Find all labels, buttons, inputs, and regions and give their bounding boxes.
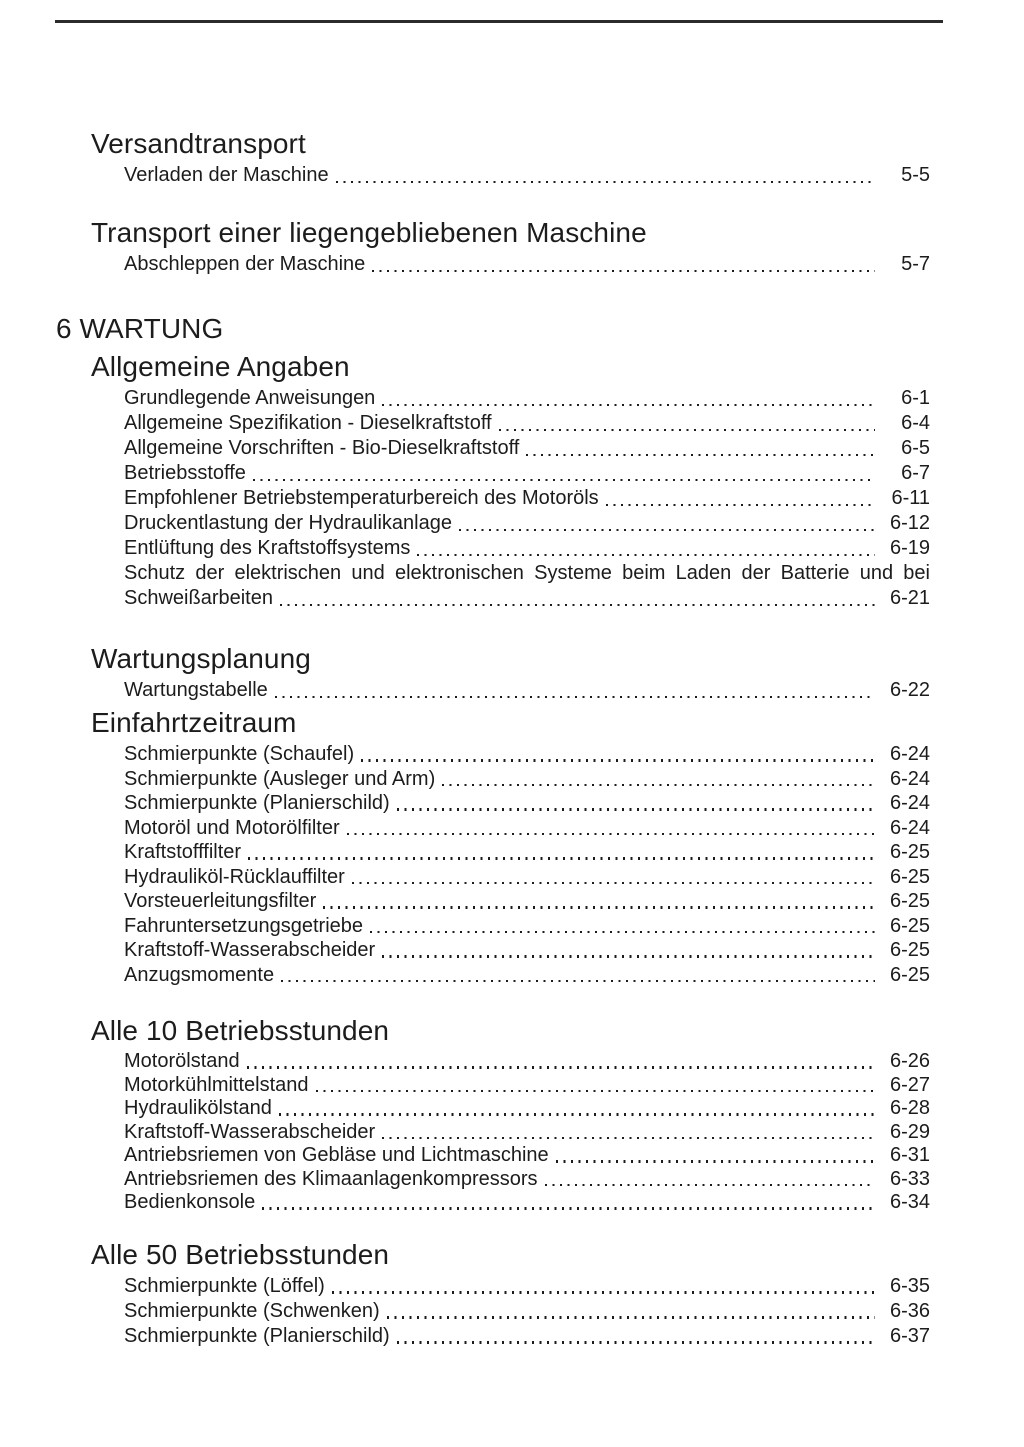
toc-entry-row xyxy=(124,536,930,561)
toc-entry xyxy=(124,1144,930,1168)
toc-entry-row xyxy=(124,461,930,486)
toc-entry-page-number: 6-25 xyxy=(889,890,930,912)
toc-entry-page-number: 6-5 xyxy=(901,437,930,459)
toc-entry xyxy=(124,561,930,611)
toc-section xyxy=(0,126,1024,188)
toc-entry-page-number: 6-11 xyxy=(891,487,930,509)
dot-leader xyxy=(606,504,875,506)
dot-leader xyxy=(323,906,875,908)
toc-section xyxy=(0,705,1024,987)
dot-leader xyxy=(247,1066,875,1068)
toc-entry-row xyxy=(124,816,930,841)
toc-rows xyxy=(124,163,930,188)
dot-leader xyxy=(352,882,875,884)
toc-entry-page-number: 6-25 xyxy=(889,939,930,961)
toc-entry xyxy=(124,486,930,511)
toc-entry-label: Vorsteuerleitungsfilter xyxy=(124,890,317,912)
toc-entry-row xyxy=(124,1191,930,1215)
toc-entry-row xyxy=(124,586,930,611)
toc-entry-row xyxy=(124,163,930,188)
toc-entry-row xyxy=(124,1074,930,1098)
toc-rows xyxy=(124,1050,930,1215)
toc-entry xyxy=(124,742,930,767)
dot-leader xyxy=(556,1160,875,1162)
toc-entry xyxy=(124,1168,930,1192)
dot-leader xyxy=(248,857,875,859)
toc-entry-page-number: 6-19 xyxy=(889,537,930,559)
toc-entry-label: Anzugsmomente xyxy=(124,963,275,986)
section-heading: Versandtransport xyxy=(91,128,306,159)
toc-entry-page-number: 6-26 xyxy=(889,1050,930,1072)
toc-entry-label: Motoröl und Motorölfilter xyxy=(124,816,340,839)
toc-entry-page-number: 6-22 xyxy=(889,679,930,701)
toc-entry-row xyxy=(124,963,930,988)
toc-section xyxy=(0,349,1024,611)
toc-entry-page-number: 6-33 xyxy=(889,1167,930,1190)
toc-entry-page-number: 6-24 xyxy=(889,792,930,814)
toc-entry-label-line1: Schutz der elektrischen und elektronischen Systeme beim Laden der Batterie und bei xyxy=(124,562,930,584)
toc-entry-row xyxy=(124,436,930,461)
toc-entry-page-number: 6-24 xyxy=(889,816,930,839)
toc-rows xyxy=(124,252,930,277)
toc-entry-label: Antriebsriemen des Klimaanlagenkompressors xyxy=(124,1167,538,1190)
section-heading: Transport einer liegengebliebenen Maschine xyxy=(91,217,647,248)
toc-entry-label: Schmierpunkte (Löffel) xyxy=(124,1274,325,1297)
toc-entry xyxy=(124,461,930,486)
dot-leader xyxy=(417,554,875,556)
toc-entry-label: Betriebsstoffe xyxy=(124,462,246,484)
toc-entry xyxy=(124,511,930,536)
dot-leader xyxy=(382,955,875,957)
dot-leader xyxy=(459,529,875,531)
toc-entry-page-number: 6-25 xyxy=(889,865,930,888)
toc-entry-row xyxy=(124,742,930,767)
toc-entry-page-number: 6-36 xyxy=(889,1299,930,1322)
toc-entry-label: Druckentlastung der Hydraulikanlage xyxy=(124,512,452,534)
toc-entry xyxy=(124,914,930,939)
toc-entry xyxy=(124,1121,930,1145)
toc-entry-label: Kraftstoff-Wasserabscheider xyxy=(124,939,376,961)
section-heading: Alle 50 Betriebsstunden xyxy=(91,1238,390,1270)
toc-entry-label: Schmierpunkte (Schwenken) xyxy=(124,1299,380,1322)
toc-entry-label: Antriebsriemen von Gebläse und Lichtmaschine xyxy=(124,1144,549,1166)
toc-entry-label: Grundlegende Anweisungen xyxy=(124,387,376,409)
toc-entry-page-number: 6-31 xyxy=(889,1144,930,1166)
toc-entry-label: Entlüftung des Kraftstoffsystems xyxy=(124,537,411,559)
dot-leader xyxy=(370,931,875,933)
toc-entry-label: Kraftstofffilter xyxy=(124,841,242,863)
toc-entry-page-number: 6-29 xyxy=(889,1120,930,1143)
toc-entry-row xyxy=(124,1097,930,1121)
toc-entry-row xyxy=(124,386,930,411)
chapter-heading: 6 WARTUNG xyxy=(56,313,224,344)
toc-entry-label: Kraftstoff-Wasserabscheider xyxy=(124,1120,376,1143)
toc-section xyxy=(0,1237,1024,1349)
dot-leader xyxy=(397,1341,875,1343)
toc-entry xyxy=(124,536,930,561)
section-heading: Allgemeine Angaben xyxy=(91,351,350,382)
toc-entry-page-number: 5-5 xyxy=(901,164,930,186)
dot-leader xyxy=(275,696,875,698)
toc-rows xyxy=(124,1274,930,1349)
dot-leader xyxy=(382,404,875,406)
toc-entry-page-number: 6-25 xyxy=(889,914,930,937)
dot-leader xyxy=(253,479,875,481)
toc-entry-label: Hydraulikölstand xyxy=(124,1097,272,1119)
toc-entry-page-number: 6-25 xyxy=(889,963,930,986)
toc-entry-label: Allgemeine Spezifikation - Dieselkraftstoff xyxy=(124,412,492,434)
dot-leader xyxy=(280,604,875,606)
toc-entry xyxy=(124,1324,930,1349)
dot-leader xyxy=(499,429,875,431)
toc-entry-label: Wartungstabelle xyxy=(124,679,268,701)
toc-entry-row xyxy=(124,767,930,792)
toc-entry xyxy=(124,791,930,816)
toc-entry xyxy=(124,1299,930,1324)
toc-entry-page-number: 6-1 xyxy=(901,387,930,409)
toc-entry-label: Fahruntersetzungsgetriebe xyxy=(124,914,364,937)
toc-entry xyxy=(124,386,930,411)
toc-entry-row xyxy=(124,511,930,536)
toc-section xyxy=(0,215,1024,277)
toc-entry-page-number: 5-7 xyxy=(901,253,930,275)
toc-entry xyxy=(124,1050,930,1074)
toc-entry-row xyxy=(124,1274,930,1299)
toc-entry-label: Verladen der Maschine xyxy=(124,164,329,186)
toc-entry-row xyxy=(124,411,930,436)
toc-entry-page-number: 6-37 xyxy=(889,1324,930,1347)
toc-entry xyxy=(124,1097,930,1121)
toc-entry xyxy=(124,938,930,963)
toc-entry-page-number: 6-27 xyxy=(889,1073,930,1096)
toc-entry xyxy=(124,1274,930,1299)
toc-entry-row xyxy=(124,865,930,890)
toc-entry-row xyxy=(124,1324,930,1349)
toc-entry xyxy=(124,436,930,461)
toc-entry-row xyxy=(124,678,930,703)
toc-entry-row xyxy=(124,1168,930,1192)
dot-leader xyxy=(361,759,875,761)
toc-entry-page-number: 6-25 xyxy=(889,841,930,863)
toc-entry-label: Motorölstand xyxy=(124,1050,240,1072)
dot-leader xyxy=(397,808,875,810)
toc-entry xyxy=(124,678,930,703)
toc-entry xyxy=(124,1191,930,1215)
toc-entry-page-number: 6-28 xyxy=(889,1097,930,1119)
toc-entry-row xyxy=(124,486,930,511)
dot-leader xyxy=(526,454,875,456)
toc-entry-page-number: 6-35 xyxy=(889,1274,930,1297)
toc-entry xyxy=(124,865,930,890)
toc-entry xyxy=(124,252,930,277)
dot-leader xyxy=(442,784,875,786)
toc-rows xyxy=(124,386,930,611)
dot-leader xyxy=(332,1291,875,1293)
toc-entry-label: Bedienkonsole xyxy=(124,1191,256,1213)
toc-entry xyxy=(124,816,930,841)
toc-entry-page-number: 6-34 xyxy=(889,1191,930,1213)
toc-entry-row xyxy=(124,1299,930,1324)
toc-entry-label: Schweißarbeiten xyxy=(124,587,273,609)
toc-entry-label: Allgemeine Vorschriften - Bio-Dieselkraftstoff xyxy=(124,437,520,459)
section-heading: Wartungsplanung xyxy=(91,643,311,674)
toc-entry-page-number: 6-4 xyxy=(901,412,930,434)
toc-entry-label: Abschleppen der Maschine xyxy=(124,253,366,275)
toc-entry-label: Schmierpunkte (Planierschild) xyxy=(124,792,390,814)
section-heading: Einfahrtzeitraum xyxy=(91,707,297,738)
dot-leader xyxy=(382,1137,875,1139)
dot-leader xyxy=(336,181,875,183)
toc-entry-page-number: 6-21 xyxy=(889,587,930,609)
toc-entry-label: Empfohlener Betriebstemperaturbereich des Motoröls xyxy=(124,487,599,509)
toc-entry-row xyxy=(124,1050,930,1074)
toc-entry-label: Hydrauliköl-Rücklauffilter xyxy=(124,865,345,888)
toc-entry-page-number: 6-24 xyxy=(889,743,930,765)
dot-leader xyxy=(279,1113,875,1115)
toc-entry-row xyxy=(124,840,930,865)
toc-entry-row xyxy=(124,252,930,277)
toc-rows xyxy=(124,678,930,703)
dot-leader xyxy=(281,980,875,982)
toc-entry-row xyxy=(124,889,930,914)
toc-entry xyxy=(124,840,930,865)
toc-entry-row xyxy=(124,914,930,939)
toc-entry-row xyxy=(124,791,930,816)
toc-entry xyxy=(124,411,930,436)
toc-entry xyxy=(124,1074,930,1098)
toc-entry xyxy=(124,963,930,988)
toc-entry-page-number: 6-24 xyxy=(889,767,930,790)
toc-rows xyxy=(124,742,930,987)
dot-leader xyxy=(545,1184,875,1186)
toc-entry-label: Schmierpunkte (Planierschild) xyxy=(124,1324,390,1347)
dot-leader xyxy=(387,1316,875,1318)
section-heading: Alle 10 Betriebsstunden xyxy=(91,1015,390,1046)
toc-entry xyxy=(124,163,930,188)
toc-entry xyxy=(124,767,930,792)
toc-section xyxy=(0,1013,1024,1215)
dot-leader xyxy=(262,1207,875,1209)
toc-entry-label: Schmierpunkte (Schaufel) xyxy=(124,743,355,765)
toc-entry-page-number: 6-7 xyxy=(901,462,930,484)
dot-leader xyxy=(372,270,875,272)
dot-leader xyxy=(347,833,875,835)
toc-entry-label: Motorkühlmittelstand xyxy=(124,1073,309,1096)
toc-section xyxy=(0,641,1024,703)
toc-entry-row xyxy=(124,1144,930,1168)
toc-entry-row xyxy=(124,1121,930,1145)
dot-leader xyxy=(316,1090,875,1092)
toc-entry xyxy=(124,889,930,914)
toc-chapter xyxy=(0,311,1024,347)
toc-entry-label: Schmierpunkte (Ausleger und Arm) xyxy=(124,767,436,790)
toc-entry-page-number: 6-12 xyxy=(889,512,930,534)
toc-entry-row xyxy=(124,938,930,963)
